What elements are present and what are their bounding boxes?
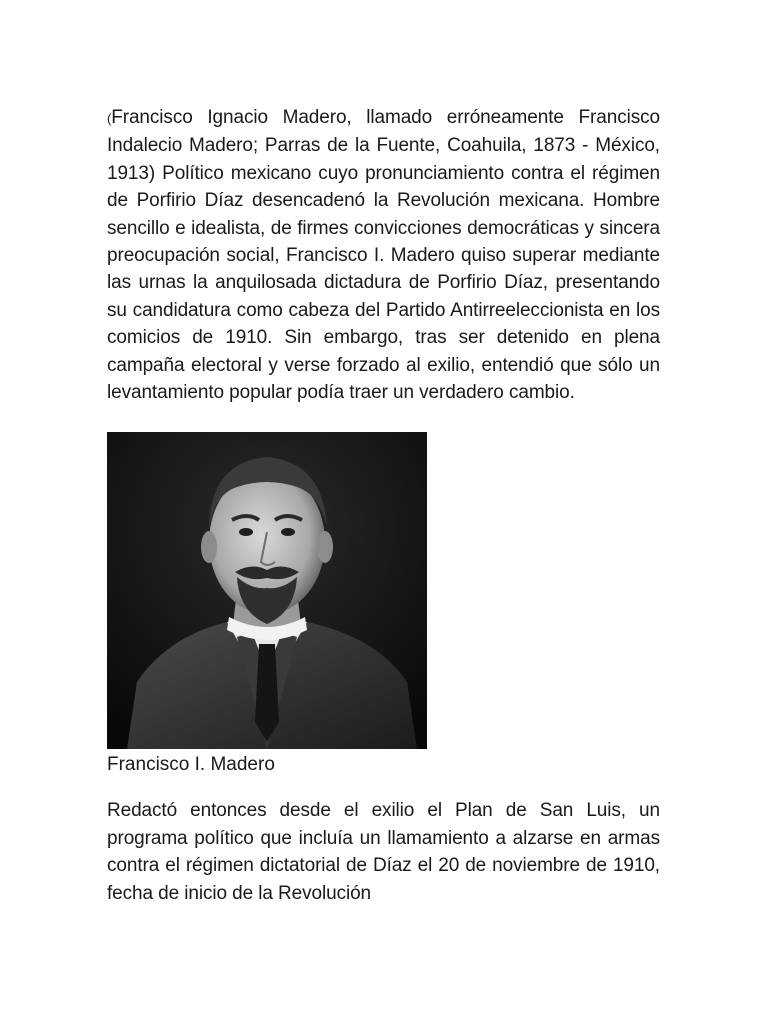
paragraph-intro: [107, 104, 660, 406]
document-page: [107, 104, 660, 907]
necktie: [255, 644, 279, 742]
paragraph-plan-san-luis: Redactó entonces desde el exilio el Plan de San Luis, un programa político que incluía un llamamiento a alzarse en armas contra el régimen dictatorial de Díaz el 20 de noviembre de 1910, fecha de inicio de la Revolución: [107, 800, 660, 904]
right-eye: [281, 528, 295, 536]
photo-caption: Francisco I. Madero: [107, 754, 275, 776]
paragraph-intro-text: Francisco Ignacio Madero, llamado erróneamente Francisco Indalecio Madero; Parras de la Fuente, Coahuila, 1873 - México, 1913) Político mexicano cuyo pronunciamiento contra el régimen de Porfirio Díaz desencadenó la Revolución mexicana. Hombre sencillo e idealista, de firmes convicciones democráticas y sincera preocupación social, Francisco I. Madero quiso superar mediante las urnas la anquilosada dictadura de Porfirio Díaz, presentando su candidatura como cabeza del Partido Antirreeleccionista en los comicios de 1910. Sin embargo, tras ser detenido en plena campaña electoral y verse forzado al exilio, entendió que sólo un levantamiento popular podía traer un verdadero cambio.: [107, 107, 660, 404]
portrait-photo: [107, 432, 427, 749]
left-ear: [201, 531, 217, 563]
right-ear: [317, 531, 333, 563]
opening-parenthesis: (: [107, 111, 112, 126]
portrait-illustration: [107, 432, 427, 749]
left-eye: [239, 528, 253, 536]
